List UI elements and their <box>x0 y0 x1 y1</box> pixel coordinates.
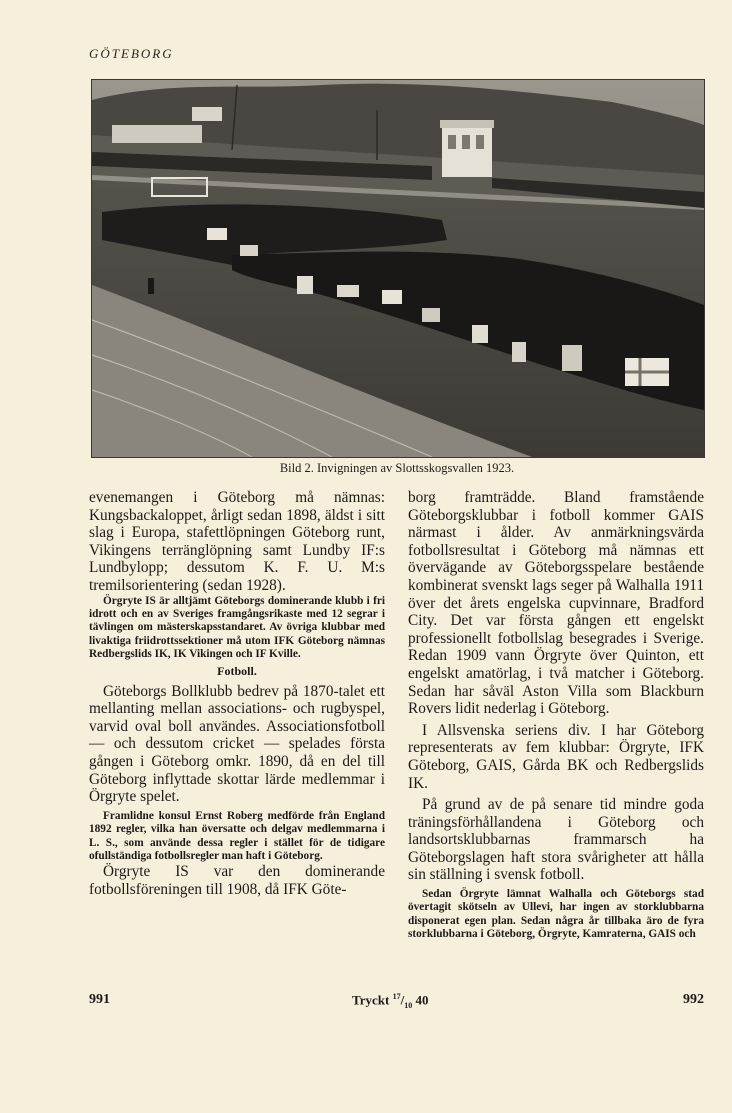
printed-date-denominator: 10 <box>404 1000 413 1010</box>
photo-caption: Bild 2. Invigningen av Slottsskogsvallen 1923. <box>279 461 515 475</box>
printed-label: Tryckt <box>352 992 390 1008</box>
left-small-paragraph-2: Framlidne konsul Ernst Roberg medförde från England 1892 regler, vilka han översatte och delgav medlemmarna i L. S., som använde dessa regler i stället för de tidigare ofullständiga fotbollsregler man haft i Göteborg. <box>89 809 385 862</box>
left-paragraph-1: evenemangen i Göteborg må nämnas: Kungsbackaloppet, årligt sedan 1898, äldst i sitt slag i Europa, stafettlöpningen Göteborg runt, Vikingens terränglöpning samt Lundby IF:s Lundbylopp; dessutom K. F. U. M:s tremilsorientering (sedan 1928). <box>89 489 385 594</box>
page-number-left: 991 <box>89 992 110 1007</box>
left-paragraph-3: Örgryte IS var den dominerande fotbollsföreningen till 1908, då IFK Göte- <box>89 863 385 898</box>
left-column <box>89 489 385 899</box>
printed-year: 40 <box>415 992 429 1008</box>
right-paragraph-2: I Allsvenska seriens div. I har Göteborg representerats av fem klubbar: Örgryte, IFK Göteborg, GAIS, Gårda BK och Redbergslids IK. <box>408 721 704 792</box>
stadium-photo <box>91 79 705 458</box>
running-head: GÖTEBORG <box>89 46 174 61</box>
section-heading: Fotboll. <box>217 663 257 678</box>
left-small-paragraph-1: Örgryte IS är alltjämt Göteborgs dominerande klubb i fri idrott och en av Sveriges framgångsrikaste med 12 segrar i tävlingen om mästerskapsstandaret. Av övriga klubbar med livaktiga friidrottssektioner må utom IFK Göteborg nämnas Redbergslids IK, IK Vikingen och IF Kville. <box>89 594 385 661</box>
printed-date: Tryckt $^{17}/_{10}$ 40 <box>352 992 429 1010</box>
right-small-paragraph-1: Sedan Örgryte lämnat Walhalla och Göteborgs stad övertagit skötseln av Ullevi, har ingen av storklubbarna disponerat egen plan. Sedan några år tillbaka äro de fyra storklubbarna i Göteborg, Örgryte, Kamraterna, GAIS och <box>408 888 704 941</box>
right-paragraph-3: På grund av de på senare tid mindre goda träningsförhållandena i Göteborg och landsortsklubbarnas frammarsch ha Göteborgslagen haft stora svårigheter att hålla sin ställning i svensk fotboll. <box>408 796 704 884</box>
printed-date-numerator: 17 <box>392 992 401 1001</box>
left-paragraph-2: Göteborgs Bollklubb bedrev på 1870-talet ett mellanting mellan associations- och rugbyspel, varvid oval boll användes. Associationsfotboll — och dessutom cricket — spelades första gången i Göteborg omkr. 1890, då en del till Göteborg inflyttade skottar lärde medlemmar i Örgryte spelet. <box>89 682 385 806</box>
stadium-photo-illustration <box>92 80 704 457</box>
right-paragraph-1: borg framträdde. Bland framstående Göteborgsklubbar i fotboll kommer GAIS närmast i ålder. Av anmärkningsvärda fotbollsresultat i Göteborg må nämnas ett övervägande av Göteborgsspelare bestående kombinerat svenskt lags seger på Walhalla 1911 över det årets engelska cupvinnare, Bradford City. Det var första gången ett engelskt professionellt fotbollslag besegrades i Sverige. Redan 1909 vann Örgryte över Quinton, ett engelskt amatörlag, i två matcher i Göteborg. Sedan har såväl Aston Villa som Blackburn Rovers lidit nederlag i Göteborg. <box>408 489 704 718</box>
right-column <box>408 489 704 942</box>
page-number-right: 992 <box>683 992 704 1007</box>
